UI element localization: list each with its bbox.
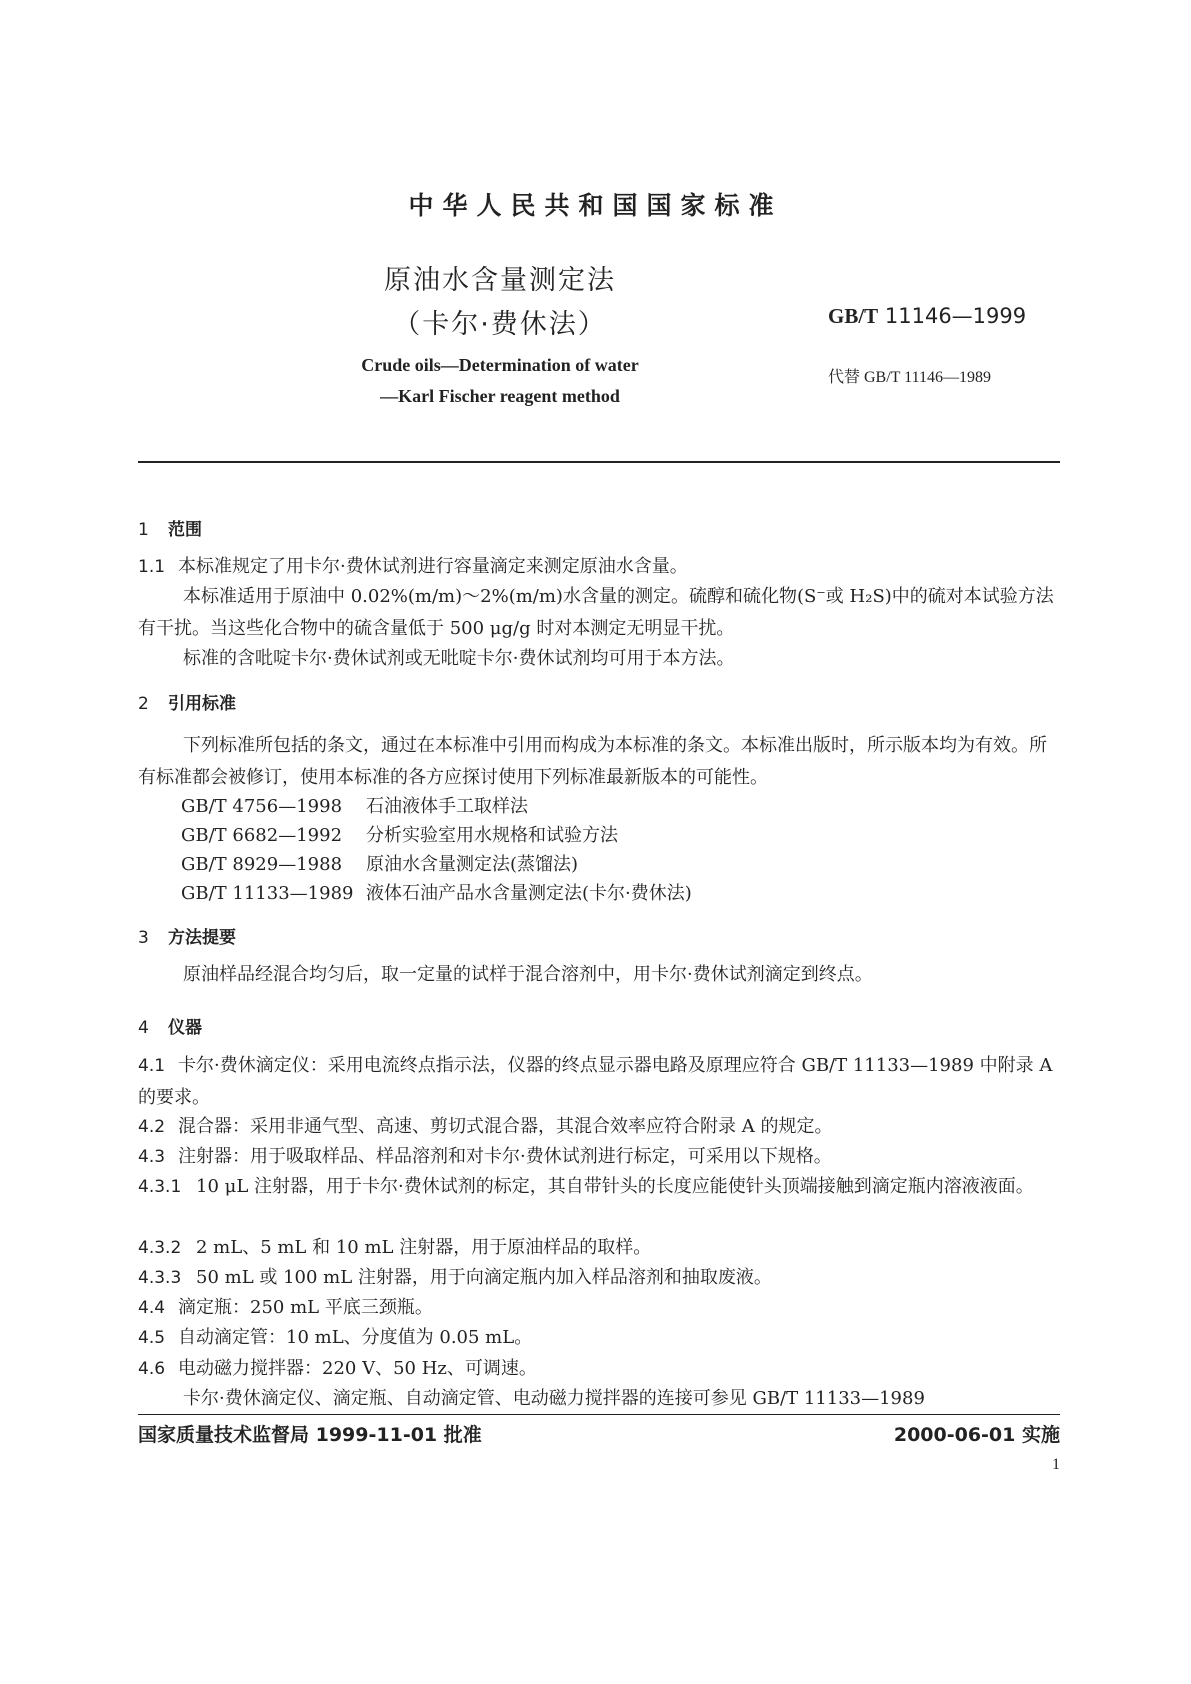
clause-4-5 [138,1322,1060,1354]
clause-number: 4.3.3 [138,1268,182,1288]
reference-code: GB/T 4756—1998 [181,796,343,817]
clause-text: 2 mL、5 mL 和 10 mL 注射器，用于原油样品的取样。 [196,1237,652,1258]
clause-text: 自动滴定管：10 mL、分度值为 0.05 mL。 [178,1327,533,1348]
reference-item [181,792,528,818]
references-intro: 下列标准所包括的条文，通过在本标准中引用而构成为本标准的条文。本标准出版时，所示版本均为有效。所有标准都会被修订，使用本标准的各方应探讨使用下列标准最新版本的可能性。 [138,735,1047,788]
clause-number: 4.3.2 [138,1238,182,1258]
clause-4-6 [138,1353,1060,1385]
clause-text: 注射器：用于吸取样品、样品溶剂和对卡尔·费休试剂进行标定，可采用以下规格。 [178,1146,832,1167]
method-summary: 原油样品经混合均匀后，取一定量的试样于混合溶剂中，用卡尔·费休试剂滴定到终点。 [183,964,873,985]
clause-number: 4.2 [138,1117,166,1137]
effective-date: 2000-06-01 实施 [893,1424,1060,1446]
standard-code: 11146—1999 [884,304,1027,328]
section-title: 范围 [168,520,202,540]
clause-number: 4.3.1 [138,1177,182,1197]
clause-4-3-3 [138,1262,1060,1294]
clause-number: 4.1 [138,1056,166,1076]
doc-title-en: Crude oils—Determination of water [361,355,639,375]
connection-note: 卡尔·费休滴定仪、滴定瓶、自动滴定管、电动磁力搅拌器的连接可参见 GB/T 11133—1989 [183,1388,925,1409]
clause-number: 4.3 [138,1147,166,1167]
section-2-heading [138,689,236,714]
standard-number [828,304,1026,329]
reference-name: 原油水含量测定法(蒸馏法) [366,854,579,875]
issuing-authority: 中华人民共和国国家标准 [408,191,783,220]
clause-text: 卡尔·费休滴定仪：采用电流终点指示法，仪器的终点显示器电路及原理应符合 GB/T 11133—1989 中附录 A 的要求。 [138,1055,1053,1108]
page-number: 1 [1052,1456,1060,1473]
clause-number: 4.6 [138,1359,166,1379]
reference-name: 石油液体手工取样法 [366,796,528,817]
section-4-heading [138,1013,202,1038]
section-1-heading [138,515,202,540]
clause-text: 混合器：采用非通气型、高速、剪切式混合器，其混合效率应符合附录 A 的规定。 [178,1116,833,1137]
scope-reagent-paragraph: 标准的含吡啶卡尔·费休试剂或无吡啶卡尔·费休试剂均可用于本方法。 [183,648,735,669]
reference-code: GB/T 11133—1989 [181,883,354,904]
doc-title-cn-sub: （卡尔·费休法） [393,309,607,340]
footer-divider [138,1414,1060,1415]
clause-1-1 [138,551,1060,583]
clause-4-1 [138,1050,1060,1114]
reference-item [181,879,692,905]
section-number: 2 [138,694,149,714]
reference-code: GB/T 8929—1988 [181,854,343,875]
clause-text: 电动磁力搅拌器：220 V、50 Hz、可调速。 [178,1358,537,1379]
clause-4-3-2 [138,1232,1060,1264]
section-number: 3 [138,928,149,948]
section-number: 1 [138,520,149,540]
clause-number: 1.1 [138,557,166,577]
section-title: 引用标准 [168,694,236,714]
reference-code: GB/T 6682—1992 [181,825,343,846]
section-title: 仪器 [168,1018,202,1038]
clause-4-4 [138,1292,1060,1324]
clause-text: 10 μL 注射器，用于卡尔·费休试剂的标定，其自带针头的长度应能使针头顶端接触到滴定瓶内溶液液面。 [196,1176,1034,1197]
clause-number: 4.4 [138,1298,166,1318]
clause-text: 本标准规定了用卡尔·费休试剂进行容量滴定来测定原油水含量。 [178,556,688,577]
clause-4-3 [138,1141,1060,1173]
section-3-heading [138,923,236,948]
approval-date: 国家质量技术监督局 1999-11-01 批准 [138,1424,482,1446]
scope-paragraph: 本标准适用于原油中 0.02%(m/m)～2%(m/m)水含量的测定。硫醇和硫化物(S⁻或 H₂S)中的硫对本试验方法有干扰。当这些化合物中的硫含量低于 500 μg/g 时对本测定无明显干扰。 [138,586,1054,639]
reference-item [181,850,578,876]
clause-4-3-1 [138,1171,1060,1203]
standard-prefix: GB/T [828,304,879,328]
doc-title-en-sub: —Karl Fischer reagent method [380,386,620,406]
header-divider [138,461,1060,463]
clause-number: 4.5 [138,1328,166,1348]
reference-name: 分析实验室用水规格和试验方法 [366,825,618,846]
clause-text: 50 mL 或 100 mL 注射器，用于向滴定瓶内加入样品溶剂和抽取废液。 [196,1267,772,1288]
section-title: 方法提要 [168,928,236,948]
replaces-standard: 代替 GB/T 11146—1989 [828,369,991,386]
reference-item [181,821,618,847]
section-number: 4 [138,1018,149,1038]
reference-name: 液体石油产品水含量测定法(卡尔·费休法) [366,883,692,904]
clause-text: 滴定瓶：250 mL 平底三颈瓶。 [178,1297,433,1318]
clause-4-2 [138,1111,1060,1143]
doc-title-cn: 原油水含量测定法 [384,265,616,296]
